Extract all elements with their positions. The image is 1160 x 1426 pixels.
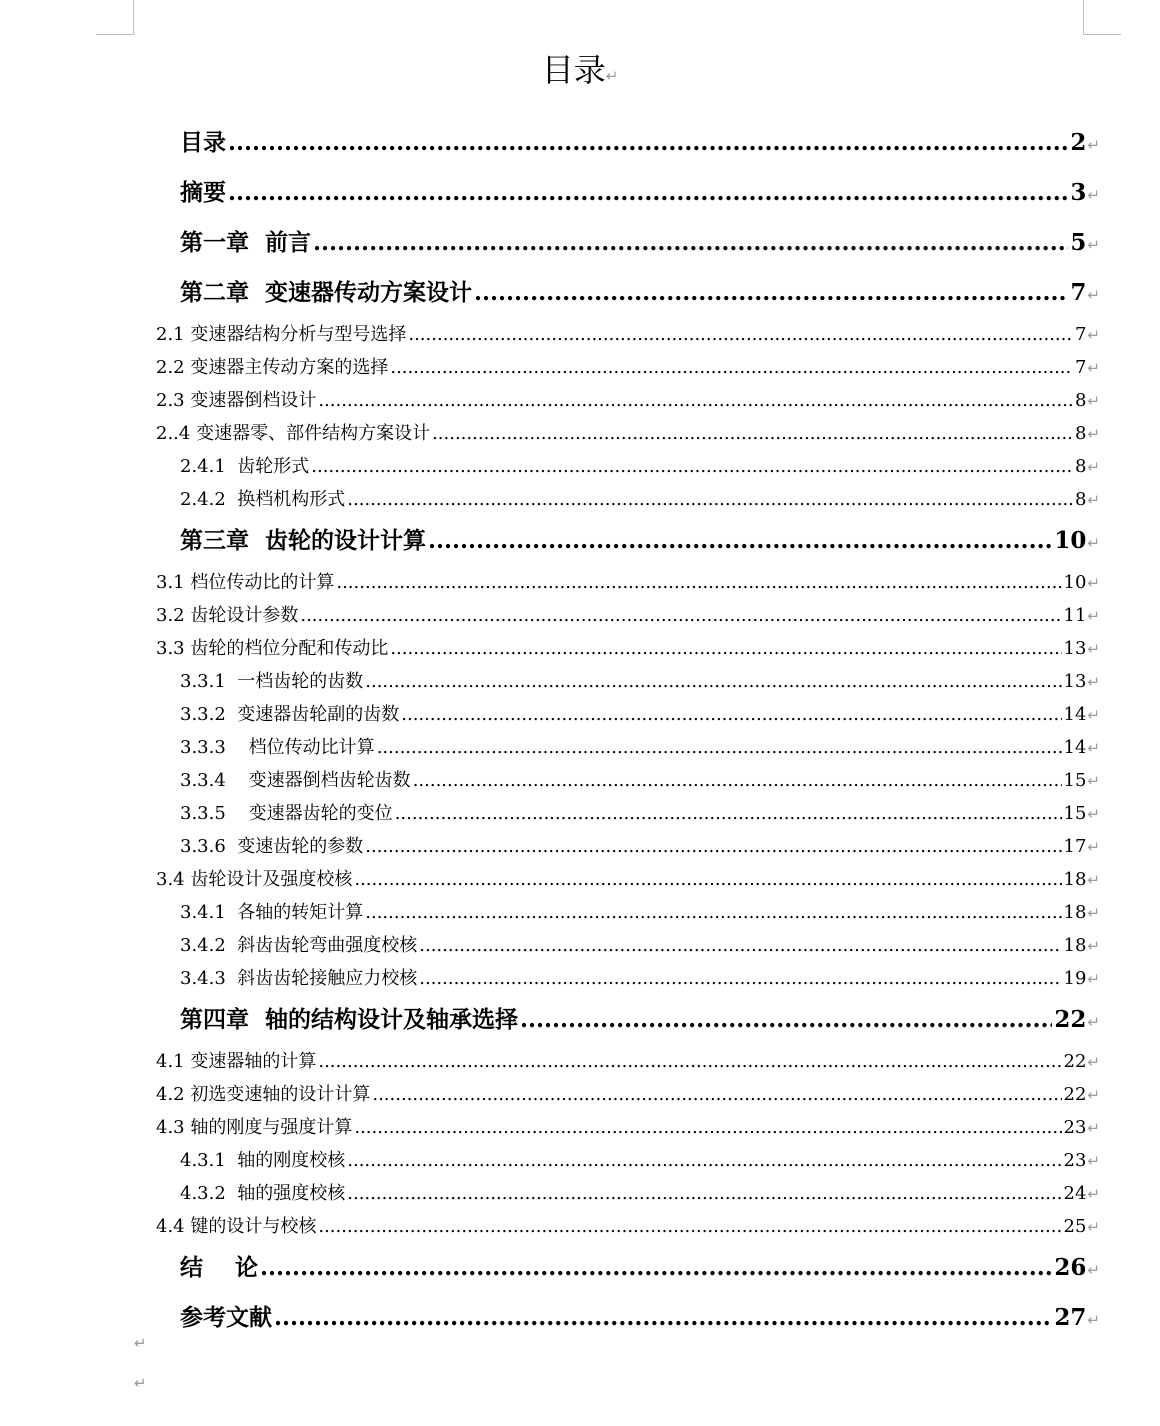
toc-leader-dots (313, 218, 1068, 268)
toc-leader-dots (413, 764, 1062, 797)
toc-entry[interactable] (0, 1111, 1100, 1144)
toc-entry-label: 3.3.6 变速齿轮的参数 (180, 836, 364, 857)
toc-entry-label: 4.3 轴的刚度与强度计算 (156, 1117, 353, 1138)
paragraph-mark-icon: ↵ (1087, 186, 1100, 204)
toc-entry[interactable] (0, 218, 1100, 268)
toc-leader-dots (408, 318, 1073, 351)
toc-entry-label: 4.3.2 轴的强度校核 (180, 1183, 346, 1204)
toc-page-number: 15 (1063, 803, 1087, 824)
toc-leader-dots (311, 450, 1073, 483)
toc-entry-label: 3.1 档位传动比的计算 (156, 572, 335, 593)
paragraph-mark-icon: ↵ (1087, 574, 1100, 592)
toc-page-number: 17 (1063, 836, 1087, 857)
toc-entry-label: 3.4.2 斜齿齿轮弯曲强度校核 (180, 935, 418, 956)
paragraph-mark-icon: ↵ (1087, 1013, 1100, 1031)
toc-page-number: 18 (1063, 902, 1087, 923)
paragraph-mark-icon: ↵ (1087, 706, 1100, 724)
toc-leader-dots (274, 1293, 1052, 1343)
toc-page-number: 11 (1063, 605, 1087, 626)
toc-entry-label: 3.3.2 变速器齿轮副的齿数 (180, 704, 400, 725)
toc-page-number: 8 (1074, 390, 1087, 411)
page-corner-top-right (1083, 0, 1121, 35)
toc-page-number: 25 (1063, 1216, 1087, 1237)
toc-entry-label: 3.2 齿轮设计参数 (156, 605, 299, 626)
toc-leader-dots (401, 698, 1061, 731)
toc-entry[interactable] (0, 665, 1100, 698)
toc-leader-dots (318, 384, 1073, 417)
toc-leader-dots (520, 995, 1052, 1045)
toc-leader-dots (228, 118, 1068, 168)
paragraph-mark-icon: ↵ (134, 1374, 147, 1392)
toc-entry[interactable] (0, 797, 1100, 830)
toc-entry-label: 3.3.3 档位传动比计算 (180, 737, 375, 758)
paragraph-mark-icon: ↵ (1087, 805, 1100, 823)
toc-leader-dots (347, 1177, 1061, 1210)
toc-entry[interactable] (0, 566, 1100, 599)
toc-entry-label: 3.3.5 变速器齿轮的变位 (180, 803, 393, 824)
table-of-contents (0, 118, 1160, 1343)
toc-page-number: 22 (1063, 1084, 1087, 1105)
paragraph-mark-icon: ↵ (1087, 640, 1100, 658)
toc-entry-label: 4.2 初选变速轴的设计计算 (156, 1084, 371, 1105)
toc-entry-label: 3.3 齿轮的档位分配和传动比 (156, 638, 389, 659)
document-title (0, 50, 1160, 96)
toc-leader-dots (365, 830, 1061, 863)
toc-page-number: 3 (1070, 179, 1087, 206)
toc-page-number: 18 (1063, 935, 1087, 956)
toc-leader-dots (419, 929, 1061, 962)
toc-page-number: 22 (1054, 1006, 1087, 1033)
toc-leader-dots (228, 168, 1068, 218)
paragraph-mark-icon: ↵ (1087, 326, 1100, 344)
paragraph-mark-icon: ↵ (1087, 392, 1100, 410)
toc-entry-label: 2.1 变速器结构分析与型号选择 (156, 324, 407, 345)
paragraph-mark-icon: ↵ (1087, 425, 1100, 443)
toc-entry-label: 第三章 齿轮的设计计算 (180, 527, 427, 554)
paragraph-mark-icon: ↵ (1087, 359, 1100, 377)
toc-page-number: 23 (1063, 1150, 1087, 1171)
paragraph-mark-icon: ↵ (1087, 1311, 1100, 1329)
toc-leader-dots (318, 1045, 1061, 1078)
toc-leader-dots (390, 351, 1073, 384)
toc-entry-label: 2.4.2 换档机构形式 (180, 489, 346, 510)
toc-entry-label: 第一章 前言 (180, 229, 312, 256)
toc-entry[interactable] (0, 268, 1100, 318)
toc-leader-dots (419, 962, 1061, 995)
toc-entry[interactable] (0, 599, 1100, 632)
toc-entry[interactable] (0, 962, 1100, 995)
paragraph-mark-icon: ↵ (1087, 1261, 1100, 1279)
toc-entry-label: 摘要 (180, 179, 226, 206)
paragraph-mark-icon: ↵ (1087, 904, 1100, 922)
toc-page-number: 7 (1074, 357, 1087, 378)
toc-leader-dots (428, 516, 1052, 566)
paragraph-mark-icon: ↵ (1087, 1152, 1100, 1170)
toc-entry[interactable] (0, 1144, 1100, 1177)
toc-leader-dots (318, 1210, 1061, 1243)
toc-entry[interactable] (0, 764, 1100, 797)
toc-entry-label: 结 论 (180, 1254, 259, 1281)
toc-entry-label: 3.4 齿轮设计及强度校核 (156, 869, 353, 890)
toc-leader-dots (336, 566, 1061, 599)
toc-leader-dots (365, 896, 1061, 929)
paragraph-mark-icon: ↵ (1087, 1185, 1100, 1203)
toc-entry-label: 第二章 变速器传动方案设计 (180, 279, 473, 306)
toc-entry-label: 2.2 变速器主传动方案的选择 (156, 357, 389, 378)
paragraph-mark-icon: ↵ (1087, 772, 1100, 790)
toc-leader-dots (347, 483, 1073, 516)
toc-entry[interactable] (0, 863, 1100, 896)
toc-leader-dots (432, 417, 1073, 450)
toc-entry[interactable] (0, 731, 1100, 764)
toc-entry[interactable] (0, 483, 1100, 516)
toc-leader-dots (354, 1111, 1061, 1144)
paragraph-mark-icon: ↵ (1087, 458, 1100, 476)
paragraph-mark-icon: ↵ (1087, 286, 1100, 304)
toc-page-number: 7 (1070, 279, 1087, 306)
page-corner-top-left (96, 0, 134, 35)
toc-page-number: 22 (1063, 1051, 1087, 1072)
toc-entry[interactable] (0, 1045, 1100, 1078)
toc-entry[interactable] (0, 830, 1100, 863)
paragraph-mark-icon: ↵ (1087, 1053, 1100, 1071)
toc-page-number: 8 (1074, 456, 1087, 477)
toc-entry-label: 4.1 变速器轴的计算 (156, 1051, 317, 1072)
toc-entry[interactable] (0, 896, 1100, 929)
toc-leader-dots (372, 1078, 1061, 1111)
toc-page-number: 7 (1074, 324, 1087, 345)
toc-page-number: 14 (1063, 737, 1087, 758)
toc-entry-label: 3.4.1 各轴的转矩计算 (180, 902, 364, 923)
toc-page-number: 23 (1063, 1117, 1087, 1138)
paragraph-mark-icon: ↵ (1087, 937, 1100, 955)
toc-entry-label: 2..4 变速器零、部件结构方案设计 (156, 423, 431, 444)
toc-entry[interactable] (0, 995, 1100, 1045)
toc-page-number: 15 (1063, 770, 1087, 791)
toc-entry-label: 4.4 键的设计与校核 (156, 1216, 317, 1237)
paragraph-mark-icon: ↵ (1087, 871, 1100, 889)
toc-page-number: 10 (1063, 572, 1087, 593)
toc-entry-label: 3.3.1 一档齿轮的齿数 (180, 671, 364, 692)
paragraph-mark-icon: ↵ (1087, 739, 1100, 757)
toc-entry[interactable] (0, 384, 1100, 417)
paragraph-mark-icon: ↵ (1087, 136, 1100, 154)
toc-page-number: 27 (1054, 1304, 1087, 1331)
toc-entry[interactable] (0, 168, 1100, 218)
paragraph-mark-icon: ↵ (1087, 1119, 1100, 1137)
toc-page-number: 19 (1063, 968, 1087, 989)
toc-entry[interactable] (0, 118, 1100, 168)
toc-entry[interactable] (0, 351, 1100, 384)
paragraph-mark-icon: ↵ (605, 67, 619, 85)
paragraph-mark-icon: ↵ (1087, 970, 1100, 988)
toc-leader-dots (300, 599, 1061, 632)
toc-entry[interactable] (0, 516, 1100, 566)
toc-entry[interactable] (0, 1078, 1100, 1111)
paragraph-mark-icon: ↵ (1087, 607, 1100, 625)
toc-leader-dots (474, 268, 1068, 318)
toc-page-number: 13 (1063, 638, 1087, 659)
toc-entry[interactable] (0, 1210, 1100, 1243)
paragraph-mark-icon: ↵ (1087, 491, 1100, 509)
toc-entry[interactable] (0, 1177, 1100, 1210)
paragraph-mark-icon: ↵ (1087, 838, 1100, 856)
toc-entry-label: 目录 (180, 129, 226, 156)
toc-leader-dots (390, 632, 1061, 665)
toc-leader-dots (347, 1144, 1061, 1177)
toc-entry[interactable] (0, 417, 1100, 450)
toc-page-number: 8 (1074, 489, 1087, 510)
paragraph-mark-icon: ↵ (1087, 1218, 1100, 1236)
toc-leader-dots (354, 863, 1061, 896)
toc-leader-dots (377, 731, 1062, 764)
toc-leader-dots (260, 1243, 1052, 1293)
toc-entry[interactable] (0, 698, 1100, 731)
toc-page-number: 26 (1054, 1254, 1087, 1281)
toc-leader-dots (365, 665, 1061, 698)
toc-entry-label: 3.4.3 斜齿齿轮接触应力校核 (180, 968, 418, 989)
toc-entry[interactable] (0, 929, 1100, 962)
toc-entry-label: 3.3.4 变速器倒档齿轮齿数 (180, 770, 411, 791)
toc-entry[interactable] (0, 318, 1100, 351)
toc-entry-label: 4.3.1 轴的刚度校核 (180, 1150, 346, 1171)
paragraph-mark-icon: ↵ (1087, 1086, 1100, 1104)
toc-entry[interactable] (0, 632, 1100, 665)
toc-page-number: 24 (1063, 1183, 1087, 1204)
paragraph-mark-icon: ↵ (1087, 236, 1100, 254)
paragraph-mark-icon: ↵ (1087, 534, 1100, 552)
toc-page-number: 2 (1070, 129, 1087, 156)
toc-entry-label: 2.3 变速器倒档设计 (156, 390, 317, 411)
toc-entry-label: 第四章 轴的结构设计及轴承选择 (180, 1006, 519, 1033)
paragraph-mark-icon: ↵ (134, 1334, 147, 1352)
toc-leader-dots (395, 797, 1062, 830)
toc-entry-label: 参考文献 (180, 1304, 272, 1331)
toc-entry[interactable] (0, 1293, 1100, 1343)
document-title-text: 目录 (541, 51, 606, 89)
toc-page-number: 13 (1063, 671, 1087, 692)
toc-entry[interactable] (0, 1243, 1100, 1293)
toc-page-number: 8 (1074, 423, 1087, 444)
toc-page-number: 14 (1063, 704, 1087, 725)
paragraph-mark-icon: ↵ (1087, 673, 1100, 691)
toc-page-number: 18 (1063, 869, 1087, 890)
toc-page-number: 5 (1070, 229, 1087, 256)
toc-entry-label: 2.4.1 齿轮形式 (180, 456, 310, 477)
toc-page-number: 10 (1054, 527, 1087, 554)
toc-entry[interactable] (0, 450, 1100, 483)
